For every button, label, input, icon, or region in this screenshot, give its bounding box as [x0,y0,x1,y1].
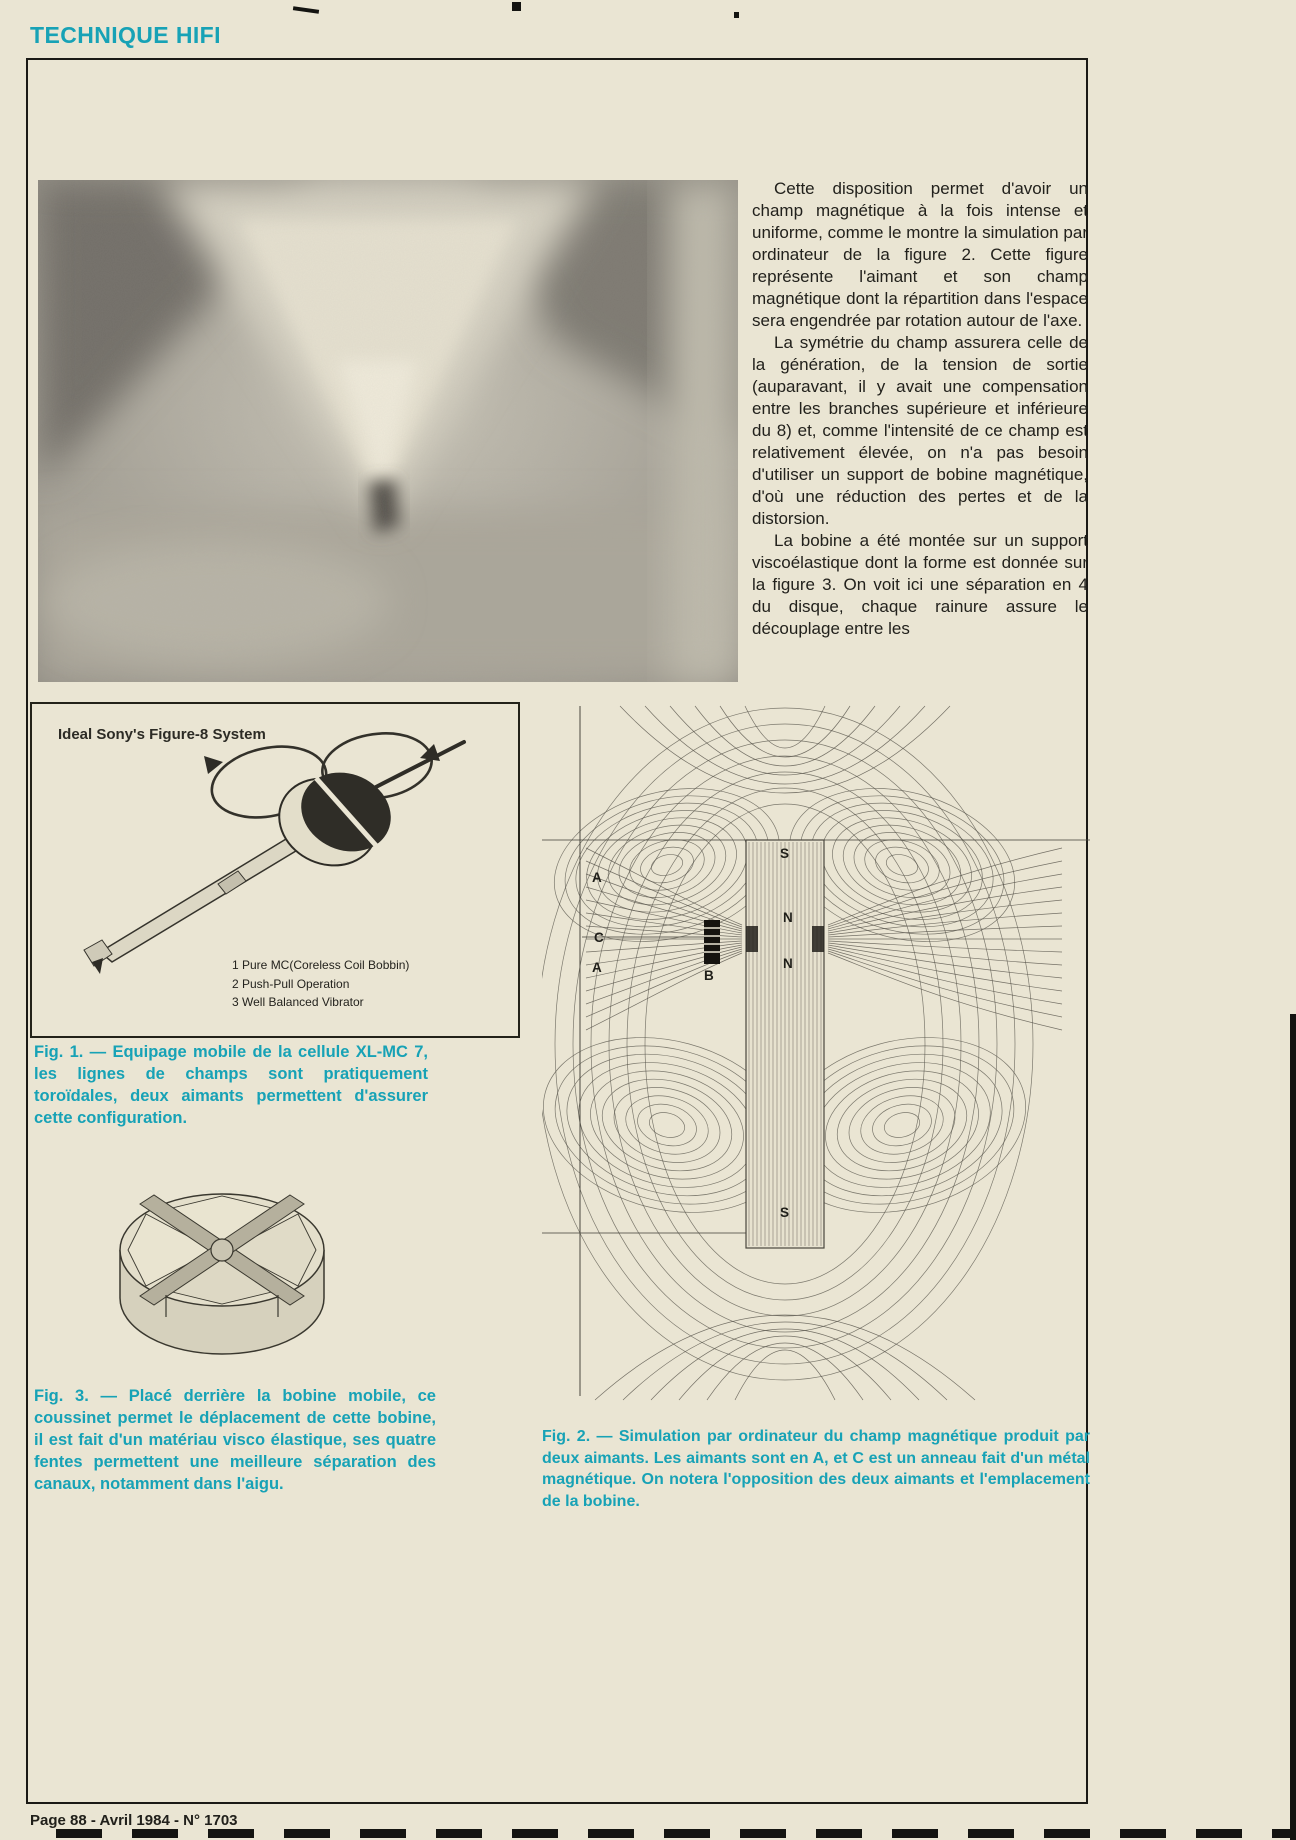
legend-item: 2 Push-Pull Operation [232,976,350,991]
field-simulation-plot [542,700,1090,1406]
article-paragraph: Cette disposition permet d'avoir un champ magnétique à la fois intense et uniforme, comme le montre la simulation par ordinateur de la figure 2. Cette figure représente l'aimant et son champ magnétique dont la répartition dans l'espace sera engendrée par rotation autour de l'axe. [752,179,1088,330]
label-ring-c: C [594,930,604,945]
figure1-legend [232,956,409,1012]
section-header: TECHNIQUE HIFI [30,22,221,48]
article-paragraph: La symétrie du champ assurera celle de la génération, de la tension de sortie (auparavant, il y avait une compensation entre les branches supérieure et inférieure du 8) et, comme l'intensité de ce champ est relativement élevée, on n'a pas besoin d'utiliser un support de bobine magnétique, d'où une réduction des pertes et de la distorsion. [752,333,1088,528]
content-frame [26,58,1088,1804]
label-pole-n-top: N [783,910,793,925]
figure1-box [30,702,520,1038]
scan-artifact [734,12,739,18]
figure3-caption: Fig. 3. — Placé derrière la bobine mobile, ce coussinet permet le déplacement de cette bobine, il est fait d'un matériau visco élastique, ses quatre fentes permettent une meilleure séparation des canaux, notamment dans l'aigu. [34,1387,436,1493]
viscoelastic-disc-drawing [106,1148,338,1374]
disc-drawing-art [106,1148,338,1374]
label-bobine-b: B [704,968,714,983]
field-simulation-figure [542,700,1090,1406]
label-magnet-a-top: A [592,870,602,885]
legend-item: 3 Well Balanced Vibrator [232,995,364,1010]
page-footer: Page 88 - Avril 1984 - N° 1703 [30,1812,238,1829]
stylus-photo-art [38,180,738,682]
scan-artifact [1290,1014,1296,1840]
article-paragraph: La bobine a été montée sur un support viscoélastique dont la forme est donnée sur la figure 3. On voit ici une séparation en 4 du disque, chaque rainure assure le découplage entre les [752,531,1088,638]
label-pole-n-bottom: N [783,956,793,971]
label-pole-s-bottom: S [780,1205,790,1220]
label-magnet-a-bottom: A [592,960,602,975]
ring-magnet-b [704,920,720,964]
stylus-macro-photo [38,180,738,682]
figure1-caption: Fig. 1. — Equipage mobile de la cellule XL-MC 7, les lignes de champs sont pratiquement toroïdales, deux aimants permettent d'assurer cette configuration. [34,1043,428,1127]
legend-item: 1 Pure MC(Coreless Coil Bobbin) [232,958,410,972]
article-text-column [752,178,1088,640]
figure1-title: Ideal Sony's Figure-8 System [58,726,266,743]
scan-artifact [293,6,319,14]
scan-artifact [512,2,521,11]
label-pole-s-top: S [780,846,790,861]
figure2-caption: Fig. 2. — Simulation par ordinateur du champ magnétique produit par deux aimants. Les aimants sont en A, et C est un anneau fait d'un métal magnétique. On notera l'opposition des deux aimants et l'emplacement de la bobine. [542,1428,1090,1510]
scan-artifact [56,1829,1296,1838]
